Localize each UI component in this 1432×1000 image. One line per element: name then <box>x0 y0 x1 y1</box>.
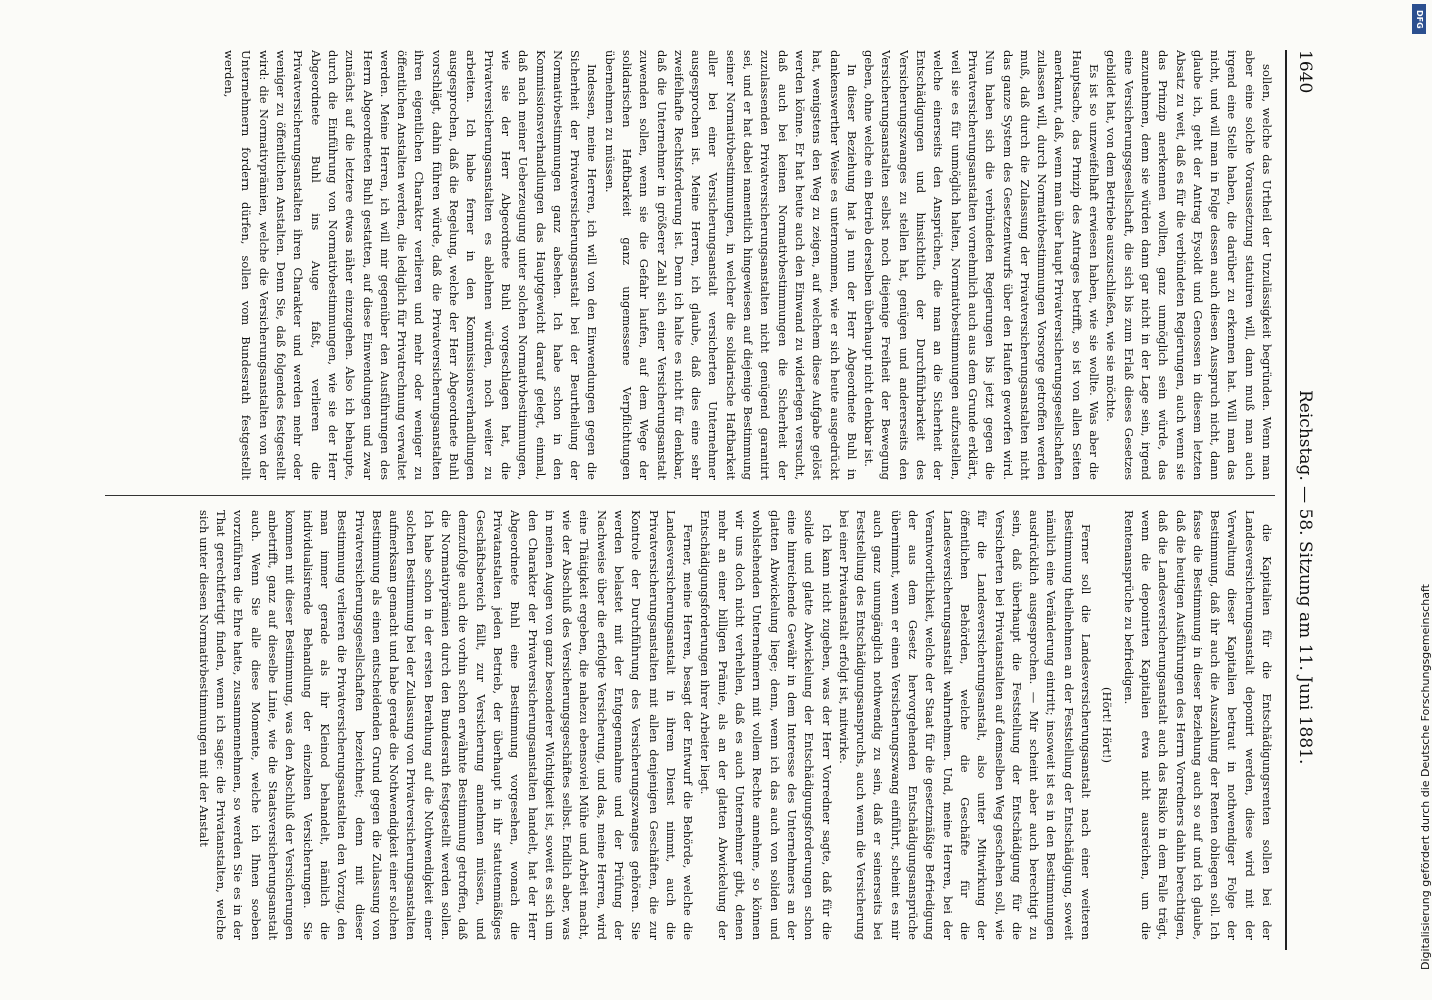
page-title: Reichstag. — 58. Sitzung am 11. Juni 1881. <box>1295 390 1315 765</box>
column-divider <box>105 495 1275 496</box>
credit-strip <box>1395 10 1432 990</box>
paragraph: die Kapitalien für die Entschädigungsrenten sollen bei der Landesversicherungsanstalt deponirt werden, diese wird mit der Verwaltung dieser Kapitalien betraut in nothwendiger Folge der Bestimmung, daß ihr auch die Auszahlung der Renten obliegen soll. Ich fasse die Bestimmung in dieser Beziehung auch so auf und ich glaube, daß die heutigen Ausführungen des Herrn Vorredners dahin berechtigen, daß die Landesversicherungsanstalt auch das Risiko in dem Falle trägt, wenn die deponirten Kapitalien etwa nicht ausreichen, um die Rentenansprüche zu befriedigen. <box>1121 510 1274 940</box>
paragraph: sollen, welche das Urtheil der Unzulässigkeit begründen. Wenn man aber eine solche Voraussetzung statuiren will, dann muß man auch irgend eine Stelle haben, die darüber zu erkennen hat. Will man das nicht, und will man in Folge dessen auch diesen Ausspruch nicht, dann glaube ich, geht der Antrag Eysoldt und Genossen in diesem letzten Absatz zu weit, daß es für die verbündeten Regierungen, auch wenn sie das Prinzip anerkennen wollten, ganz unmöglich sein würde, das anzunehmen, denn sie würden dann gar nicht in der Lage sein, irgend eine Versicherungsgesellschaft, die sich bis zum Erlaß dieses Gesetzes gebildet hat, von dem Betriebe auszuschließen, wie sie möchte. <box>1104 50 1274 480</box>
paragraph: Es ist so unzweifelhaft erwiesen haben, wie sie wollte. Was aber die Hauptsache, das Prinzip des Antrages betrifft, so ist von allen Seiten anerkannt, daß, wenn man über haupt Privatversicherungsgesellschaften zulassen will, durch Normativbestimmungen Vorsorge getroffen werden muß, daß durch die Zulassung der Privatversicherungsanstalten nicht das ganze System des Gesetzentwurfs über den Haufen geworfen wird. Nun haben sich die verbündeten Regierungen bis jetzt gegen die Privatversicherungsanstalten vornehmlich auch aus dem Grunde erklärt, weil sie es für unmöglich halten, Normativbestimmungen aufzustellen, welche einerseits den Ansprüchen, die man an die Sicherheit der Entschädigungen und hinsichtlich der Durchführbarkeit des Versicherungszwanges zu stellen hat, genügen und andererseits den Versicherungsanstalten selbst noch diejenige Freiheit der Bewegung geben, ohne welche ein Betrieb derselben überhaupt nicht denkbar ist. <box>862 50 1102 480</box>
header-rule <box>1285 50 1287 950</box>
paragraph: Ich kann nicht zugeben, was der Herr Vorredner sagte, daß für die solide und glatte Abwickelung der Entschädigungsforderungen schon eine hinreichende Gewähr in dem Interesse des Unternehmers an der glatten Abwickelung liege; denn, wenn ich das auch von soliden und wohlstehenden Unternehmern mit vollem Rechte annehme, so können wir uns doch nicht verhehlen, daß es auch Unternehmer gibt, denen mehr an einer billigen Prämie, als an der glatten Abwickelung der Entschädigungsforderungen ihrer Arbeiter liegt. <box>698 510 834 940</box>
left-column <box>105 50 1275 480</box>
page-number: 1640 <box>1295 50 1315 94</box>
paragraph: Ferner soll die Landesversicherungsanstalt nach einer weiteren Bestimmung theilnehmen an der Feststellung der Entschädigung, soweit nämlich eine Veränderung eintritt; insoweit ist es in den Bestimmungen ausdrücklich ausgesprochen. — Mir scheint aber auch berechtigt zu sein, daß überhaupt die Feststellung der Entschädigung für die Versicherten bei Privatanstalten auf demselben Weg geschehen soll, wie für die Landesversicherungsanstalt, also unter Mitwirkung der öffentlichen Behörden, welche die Geschäfte für die Landesversicherungsanstalt wahrnehmen. Und, meine Herren, bei der Verantwortlichkeit, welche der Staat für die gesetzmäßige Befriedigung der aus dem Gesetz hervorgehenden Entschädigungsansprüche übernimmt, wenn er einen Versicherungszwang einführt, scheint es mir auch ganz unumgänglich nothwendig zu sein, daß er seinerseits bei Feststellung des Entschädigungsanspruchs, auch wenn die Versicherung bei einer Privatanstalt erfolgt ist, mitwirke. <box>836 510 1094 940</box>
paragraph: Indessen, meine Herren, ich will von den Einwendungen gegen die Sicherheit der Privatversicherungsanstalt bei der Beurtheilung der Normativbestimmungen ganz absehen. Ich habe schon in den Kommissionsverhandlungen das Hauptgewicht darauf gelegt, einmal, daß nach meiner Ueberzeugung unter solchen Normativbestimmungen, wie sie der Herr Abgeordnete Buhl vorgeschlagen hat, die Privatversicherungsanstalten es ablehnen würden, noch weiter zu arbeiten. Ich habe ferner in den Kommissionsverhandlungen ausgesprochen, daß die Regelung, welche der Herr Abgeordnete Buhl vorschlägt, dahin führen würde, daß die Privatversicherungsanstalten ihren eigentlichen Charakter verlieren und mehr oder weniger zu öffentlichen Anstalten werden, die lediglich für Privatrechnung verwaltet werden. Meine Herren, ich will mir gegenüber den Ausführungen des Herrn Abgeordneten Buhl gestatten, auf diese Einwendungen und zwar zunächst auf die letztere etwas näher einzugehen. Also ich behaupte, durch die Einführung von Normativbestimmungen, wie sie der Herr Abgeordnete Buhl ins Auge faßt, verlieren die Privatversicherungsanstalten ihren Charakter und werden mehr oder weniger zu öffentlichen Anstalten. Denn Sie, daß folgendes festgestellt wird: die Normativprämien, welche die Versicherungsanstalten von der Unternehmern fordern dürfen, sollen vom Bundesrath festgestellt werden, <box>222 50 600 480</box>
funding-credit: Digitalisierung gefördert durch die Deutsche Forschungsgemeinschaft <box>1419 584 1432 970</box>
right-column <box>105 510 1275 940</box>
paragraph: Ferner, meine Herren, besagt der Entwurf die Behörde, welche die Landesversicherungsanstalt in ihrem Dienst nimmt, auch die Privatversicherungsanstalten mit allen denjenigen Geschäften, die zur Kontrole der Durchführung des Versicherungszwanges gehören. Sie werden belastet mit der Entgegennahme und der Prüfung der Nachweise über die erfolgte Versicherung, und das, meine Herren, wird eine Thätigkeit ergeben, die nahezu ebensoviel Mühe und Arbeit macht, wie der Abschluß des Versicherungsgeschäftes selbst. Endlich aber, was in meinen Augen von ganz besonderer Wichtigkeit ist, soweit es sich um den Charakter der Privatversicherungsanstalten handelt, hat der Herr Abgeordnete Buhl eine Bestimmung vorgesehen, wonach die Privatanstalten jeden Betrieb, der überhaupt in ihr statutenmäßiges Geschäftsbereich fällt, zur Versicherung annehmen müssen, und demzufolge auch die vorhin schon erwähnte Bestimmung getroffen, daß die Normativprämien durch den Bundesrath festgestellt werden sollen. Ich habe schon in der ersten Berathung auf die Nothwendigkeit einer solchen Bestimmung bei der Zulassung von Privatversicherungsanstalten aufmerksam gemacht und habe gerade die Nothwendigkeit einer solchen Bestimmung als einen entscheidenden Grund gegen die Zulassung von Privatversicherungsgesellschaften bezeichnet; denn mit dieser Bestimmung verlieren die Privatversicherungsanstalten den Vorzug, den man immer gerade als ihr Kleinod behandelt, nämlich die individualisirende Behandlung der einzelnen Versicherungen. Sie kommen mit dieser Bestimmung, was den Abschluß der Versicherungen anbetrifft, ganz auf dieselbe Linie, wie die Staatsversicherungsanstalt auch. Wenn Sie alle diese Momente, welche ich Ihnen soeben vorzuführen die Ehre hatte, zusammennehmen, so werden Sie es in der That gerechtfertigt finden, wenn ich sage: die Privatanstalten, welche sich unter diesen Normativbestimmungen mit der Anstalt <box>196 510 696 940</box>
dfg-logo: DFG <box>1412 4 1426 34</box>
page-header <box>1283 50 1315 950</box>
paragraph: In dieser Beziehung hat ja nun der Herr Abgeordnete Buhl in dankenswerther Weise es unternommen, wie er sich heute ausgedrückt hat, wenigstens den Weg zu zeigen, auf welchem diese Aufgabe gelöst werden könne. Er hat heute auch den Einwand zu widerlegen versucht, daß auch bei keinen Normativbestimmungen die Sicherheit der zuzulassenden Privatversicherungsanstalten nicht genügend garantirt sei, und er hat dabei namentlich hingewiesen auf diejenige Bestimmung seiner Normativbestimmungen, in welcher die solidarische Haftbarkeit aller bei einer Versicherungsanstalt versicherten Unternehmer ausgesprochen ist. Meine Herren, ich glaube, daß dies eine sehr zweifelhafte Rechtsforderung ist. Denn ich halte es nicht für denkbar, daß die Unternehmer in größerer Zahl sich einer Versicherungsanstalt zuwenden sollen, wenn sie die Gefahr laufen, auf dem Wege der solidarischen Haftbarkeit ganz ungemessene Verpflichtungen übernehmen zu müssen. <box>602 50 859 480</box>
interjection: (Hört! Hört!) <box>1100 686 1115 763</box>
rotated-page <box>75 50 1315 950</box>
